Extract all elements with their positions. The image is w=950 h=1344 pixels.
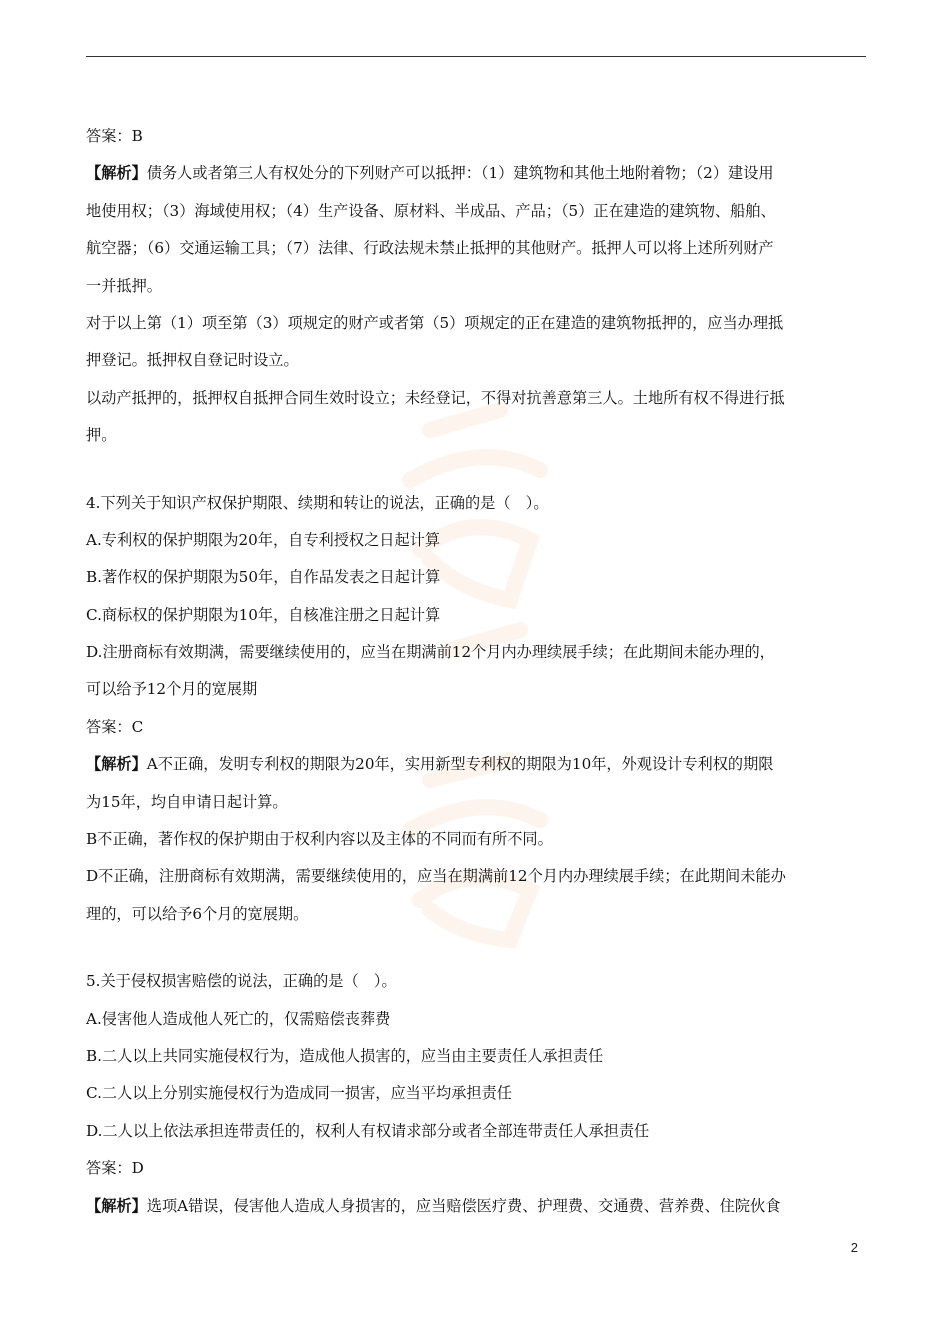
q3-analysis-line-5: 对于以上第（1）项至第（3）项规定的财产或者第（5）项规定的正在建造的建筑物抵押的，应当办理抵 bbox=[86, 313, 784, 332]
q5-option-b: B.二人以上共同实施侵权行为，造成他人损害的，应当由主要责任人承担责任 bbox=[86, 1046, 604, 1065]
q4-option-c: C.商标权的保护期限为10年，自核准注册之日起计算 bbox=[86, 605, 441, 624]
document-body bbox=[86, 118, 868, 1225]
q3-analysis-line-1: 【解析】债务人或者第三人有权处分的下列财产可以抵押：（1）建筑物和其他土地附着物；（2）建设用 bbox=[86, 164, 774, 183]
q4-analysis-line-5: 理的，可以给予6个月的宽展期。 bbox=[86, 904, 309, 923]
q4-option-b: B.著作权的保护期限为50年，自作品发表之日起计算 bbox=[86, 568, 441, 587]
q4-answer: 答案：C bbox=[86, 717, 144, 736]
q5-option-d: D.二人以上依法承担连带责任的，权利人有权请求部分或者全部连带责任人承担责任 bbox=[86, 1121, 650, 1140]
analysis-tag: 【解析】 bbox=[86, 755, 147, 774]
q3-analysis-line-7: 以动产抵押的，抵押权自抵押合同生效时设立；未经登记，不得对抗善意第三人。土地所有权不得进行抵 bbox=[86, 388, 785, 407]
q4-analysis-line-3: B不正确，著作权的保护期由于权利内容以及主体的不同而有所不同。 bbox=[86, 830, 553, 849]
q4-option-d-cont: 可以给予12个月的宽展期 bbox=[86, 680, 258, 699]
q4-option-a: A.专利权的保护期限为20年，自专利授权之日起计算 bbox=[86, 530, 441, 549]
q3-analysis-line-6: 押登记。抵押权自登记时设立。 bbox=[86, 351, 299, 370]
q4-analysis-line-1: 【解析】A不正确，发明专利权的期限为20年，实用新型专利权的期限为10年，外观设计专利权的期限 bbox=[86, 755, 774, 774]
header-rule bbox=[86, 56, 866, 57]
q3-analysis-line-8: 押。 bbox=[86, 426, 117, 445]
analysis-tag: 【解析】 bbox=[86, 164, 147, 183]
question-gap bbox=[86, 933, 868, 963]
analysis-tag: 【解析】 bbox=[86, 1196, 147, 1215]
q5-analysis-line-1: 【解析】选项A错误，侵害他人造成人身损害的，应当赔偿医疗费、护理费、交通费、营养费、住院伙食 bbox=[86, 1196, 781, 1215]
q3-analysis-line-4: 一并抵押。 bbox=[86, 276, 162, 295]
q4-option-d: D.注册商标有效期满，需要继续使用的，应当在期满前12个月内办理续展手续；在此期间未能办理的， bbox=[86, 643, 775, 662]
q4-analysis-line-2: 为15年，均自申请日起计算。 bbox=[86, 792, 288, 811]
q4-question: 4.下列关于知识产权保护期限、续期和转让的说法，正确的是（ ）。 bbox=[86, 493, 549, 512]
q3-analysis-line-2: 地使用权；（3）海域使用权；（4）生产设备、原材料、半成品、产品；（5）正在建造的建筑物、船舶、 bbox=[86, 201, 776, 220]
q5-option-a: A.侵害他人造成他人死亡的，仅需赔偿丧葬费 bbox=[86, 1009, 391, 1028]
page-number: 2 bbox=[850, 1240, 858, 1255]
q3-answer: 答案：B bbox=[86, 127, 143, 145]
q3-analysis-line-3: 航空器；（6）交通运输工具；（7）法律、行政法规未禁止抵押的其他财产。抵押人可以将上述所列财产 bbox=[86, 239, 774, 258]
question-gap bbox=[86, 455, 868, 485]
q5-option-c: C.二人以上分别实施侵权行为造成同一损害，应当平均承担责任 bbox=[86, 1084, 512, 1103]
q5-question: 5.关于侵权损害赔偿的说法，正确的是（ ）。 bbox=[86, 972, 397, 991]
q4-analysis-line-4: D不正确，注册商标有效期满，需要继续使用的，应当在期满前12个月内办理续展手续；在此期间未能办 bbox=[86, 867, 786, 886]
q5-answer: 答案：D bbox=[86, 1159, 144, 1178]
